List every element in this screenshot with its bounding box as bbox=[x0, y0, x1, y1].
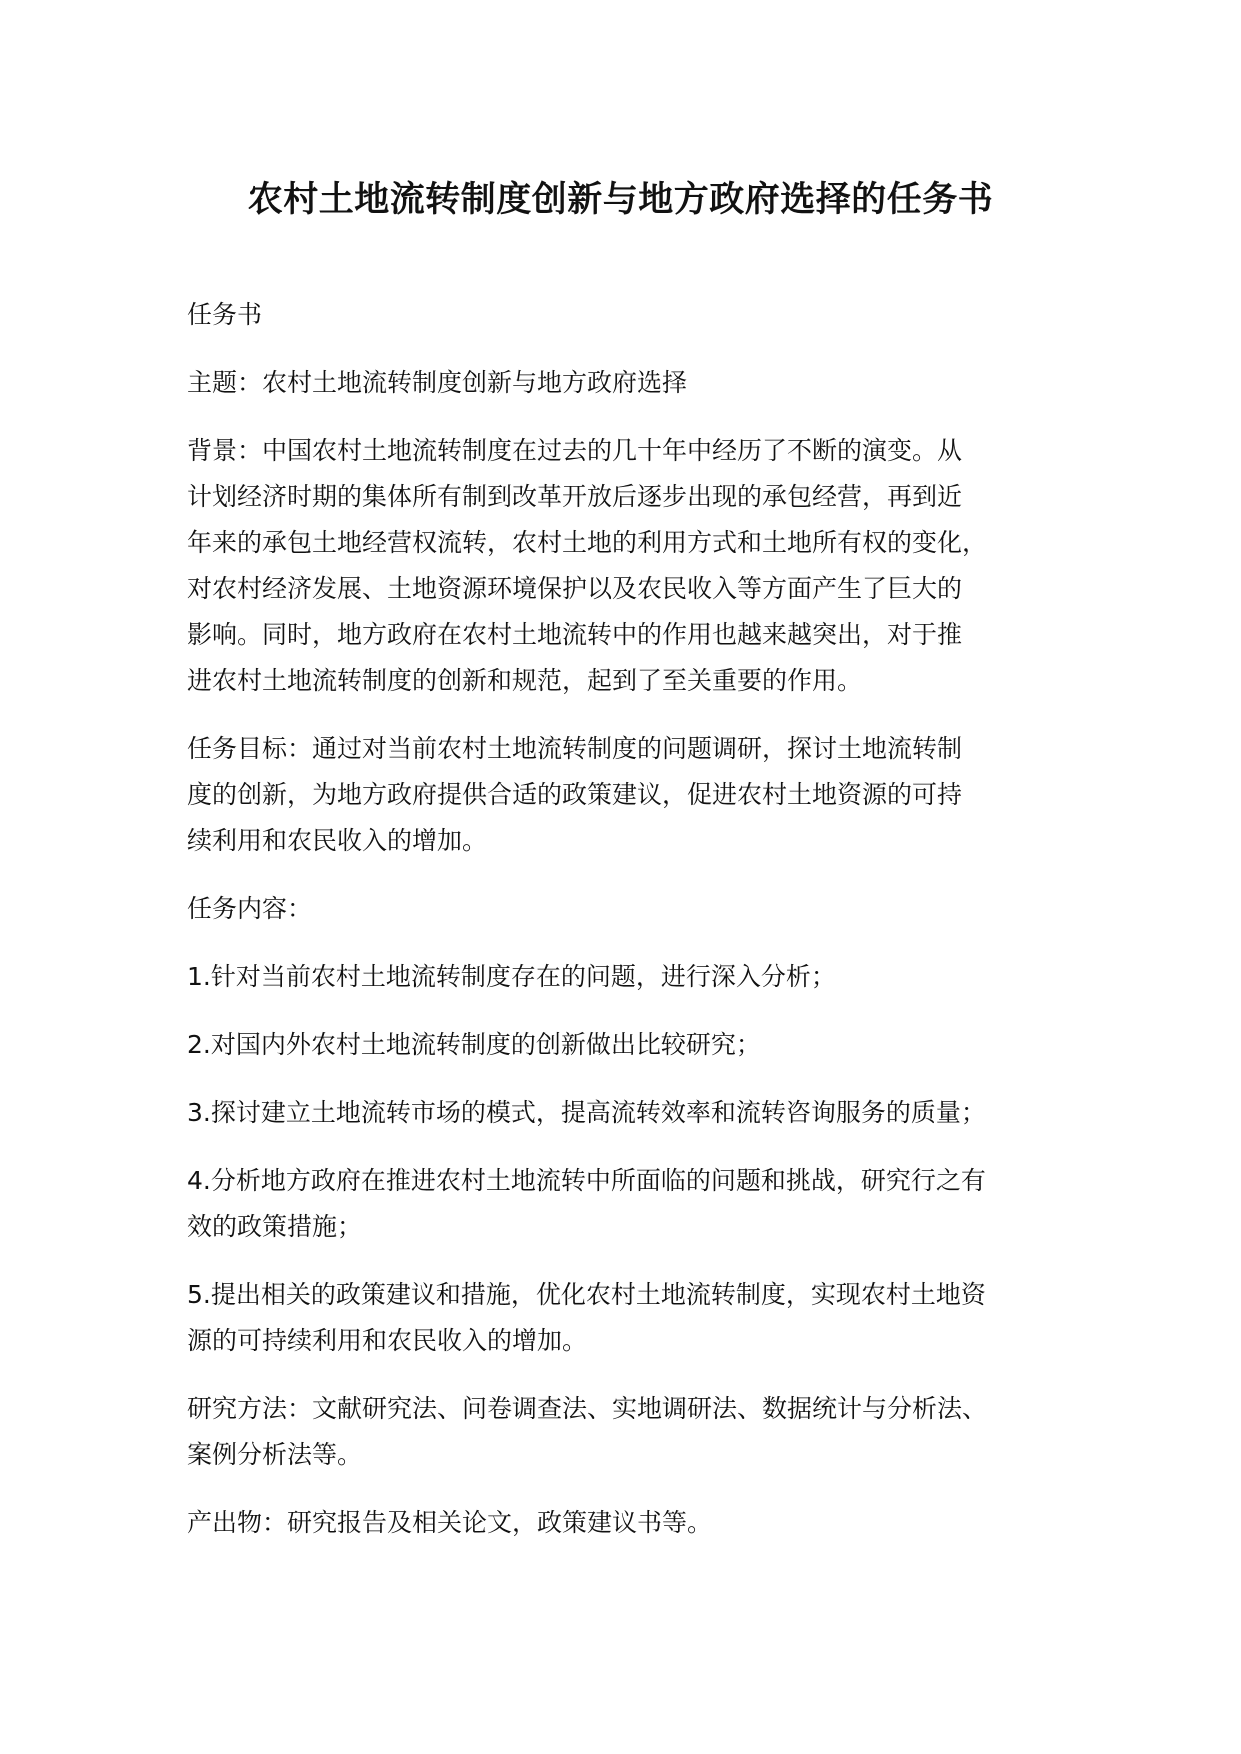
task-item-line: 源的可持续利用和农民收入的增加。 bbox=[187, 1326, 588, 1355]
goal-paragraph bbox=[187, 726, 1087, 864]
subject-line: 主题：农村土地流转制度创新与地方政府选择 bbox=[187, 368, 688, 397]
content-heading bbox=[187, 886, 1087, 932]
task-item-line: 3.探讨建立土地流转市场的模式，提高流转效率和流转咨询服务的质量； bbox=[187, 1098, 986, 1127]
heading-text: 任务书 bbox=[187, 300, 263, 329]
task-item-4 bbox=[187, 1158, 1087, 1250]
document-body bbox=[187, 292, 1087, 1568]
task-item-line: 2.对国内外农村土地流转制度的创新做出比较研究； bbox=[187, 1030, 761, 1059]
goal-line: 续利用和农民收入的增加。 bbox=[187, 826, 488, 855]
task-item-1 bbox=[187, 954, 1087, 1000]
task-item-3 bbox=[187, 1090, 1087, 1136]
task-item-5 bbox=[187, 1272, 1087, 1364]
background-paragraph bbox=[187, 428, 1087, 704]
background-line: 进农村土地流转制度的创新和规范，起到了至关重要的作用。 bbox=[187, 666, 863, 695]
content-heading-text: 任务内容： bbox=[187, 894, 313, 923]
output-line: 产出物：研究报告及相关论文，政策建议书等。 bbox=[187, 1508, 713, 1537]
methods-paragraph bbox=[187, 1386, 1087, 1478]
output-paragraph bbox=[187, 1500, 1087, 1546]
document-title: 农村土地流转制度创新与地方政府选择的任务书 bbox=[247, 180, 994, 220]
goal-line: 度的创新，为地方政府提供合适的政策建议，促进农村土地资源的可持 bbox=[187, 780, 963, 809]
task-item-line: 效的政策措施； bbox=[187, 1212, 363, 1241]
goal-line: 任务目标：通过对当前农村土地流转制度的问题调研，探讨土地流转制 bbox=[187, 734, 963, 763]
subject-paragraph bbox=[187, 360, 1087, 406]
methods-line: 案例分析法等。 bbox=[187, 1440, 363, 1469]
background-line: 年来的承包土地经营权流转，农村土地的利用方式和土地所有权的变化， bbox=[187, 528, 988, 557]
background-line: 对农村经济发展、土地资源环境保护以及农民收入等方面产生了巨大的 bbox=[187, 574, 963, 603]
task-item-2 bbox=[187, 1022, 1087, 1068]
background-line: 计划经济时期的集体所有制到改革开放后逐步出现的承包经营，再到近 bbox=[187, 482, 963, 511]
section-heading bbox=[187, 292, 1087, 338]
background-line: 影响。同时，地方政府在农村土地流转中的作用也越来越突出，对于推 bbox=[187, 620, 963, 649]
methods-line: 研究方法：文献研究法、问卷调查法、实地调研法、数据统计与分析法、 bbox=[187, 1394, 988, 1423]
task-item-line: 1.针对当前农村土地流转制度存在的问题，进行深入分析； bbox=[187, 962, 836, 991]
task-item-line: 4.分析地方政府在推进农村土地流转中所面临的问题和挑战，研究行之有 bbox=[187, 1166, 986, 1195]
background-line: 背景：中国农村土地流转制度在过去的几十年中经历了不断的演变。从 bbox=[187, 436, 963, 465]
task-item-line: 5.提出相关的政策建议和措施，优化农村土地流转制度，实现农村土地资 bbox=[187, 1280, 986, 1309]
